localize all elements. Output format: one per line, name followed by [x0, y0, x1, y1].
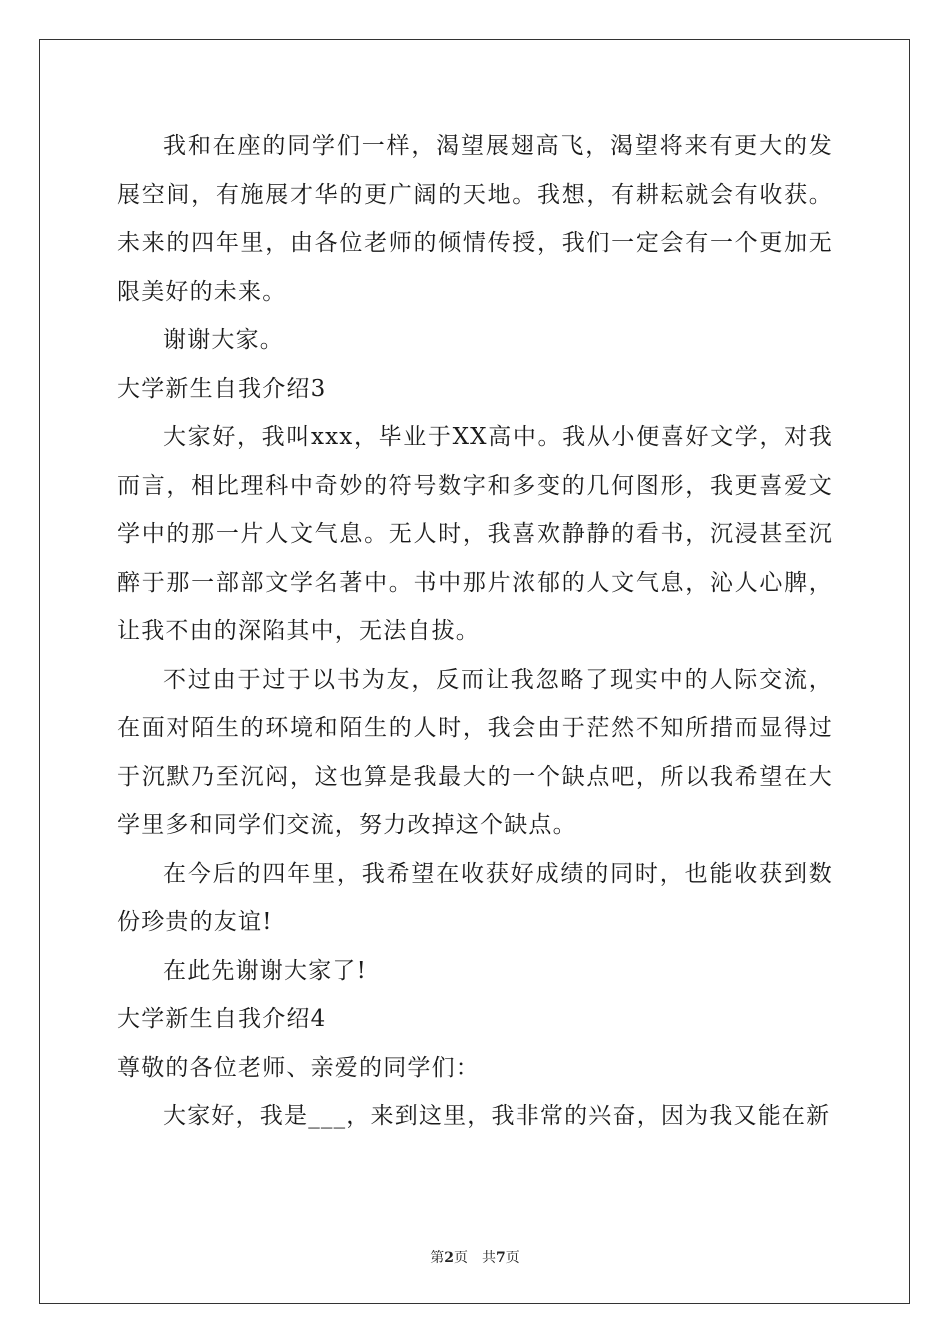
document-body	[117, 122, 833, 1141]
page-total: 7	[496, 1250, 506, 1266]
page-mid: 页 共	[454, 1250, 496, 1266]
section-heading: 大学新生自我介绍3	[117, 375, 327, 402]
paragraph: 不过由于过于以书为友，反而让我忽略了现实中的人际交流，在面对陌生的环境和陌生的人时，我会由于茫然不知所措而显得过于沉默乃至沉闷，这也算是我最大的一个缺点吧，所以我希望在大学里多和同学们交流，努力改掉这个缺点。	[117, 666, 833, 838]
paragraph: 谢谢大家。	[163, 327, 284, 353]
paragraph: 在此先谢谢大家了!	[163, 957, 368, 984]
paragraph: 我和在座的同学们一样，渴望展翅高飞，渴望将来有更大的发展空间，有施展才华的更广阔的天地。我想，有耕耘就会有收获。未来的四年里，由各位老师的倾情传授，我们一定会有一个更加无限美好的未来。	[117, 133, 833, 305]
paragraph: 在今后的四年里，我希望在收获好成绩的同时，也能收获到数份珍贵的友谊!	[117, 860, 833, 935]
page-prefix: 第	[430, 1250, 445, 1266]
salutation: 尊敬的各位老师、亲爱的同学们：	[117, 1054, 480, 1081]
paragraph: 大家好，我叫xxx，毕业于XX高中。我从小便喜好文学，对我而言，相比理科中奇妙的符号数字和多变的几何图形，我更喜爱文学中的那一片人文气息。无人时，我喜欢静静的看书，沉浸甚至沉醉于那一部部文学名著中。书中那片浓郁的人文气息，沁人心脾，让我不由的深陷其中，无法自拔。	[117, 424, 833, 644]
page-current: 2	[444, 1250, 454, 1266]
page-suffix: 页	[505, 1250, 520, 1266]
section-heading: 大学新生自我介绍4	[117, 1006, 327, 1032]
paragraph: 大家好，我是___，来到这里，我非常的兴奋，因为我又能在新	[163, 1103, 831, 1129]
page-footer	[0, 1247, 950, 1267]
